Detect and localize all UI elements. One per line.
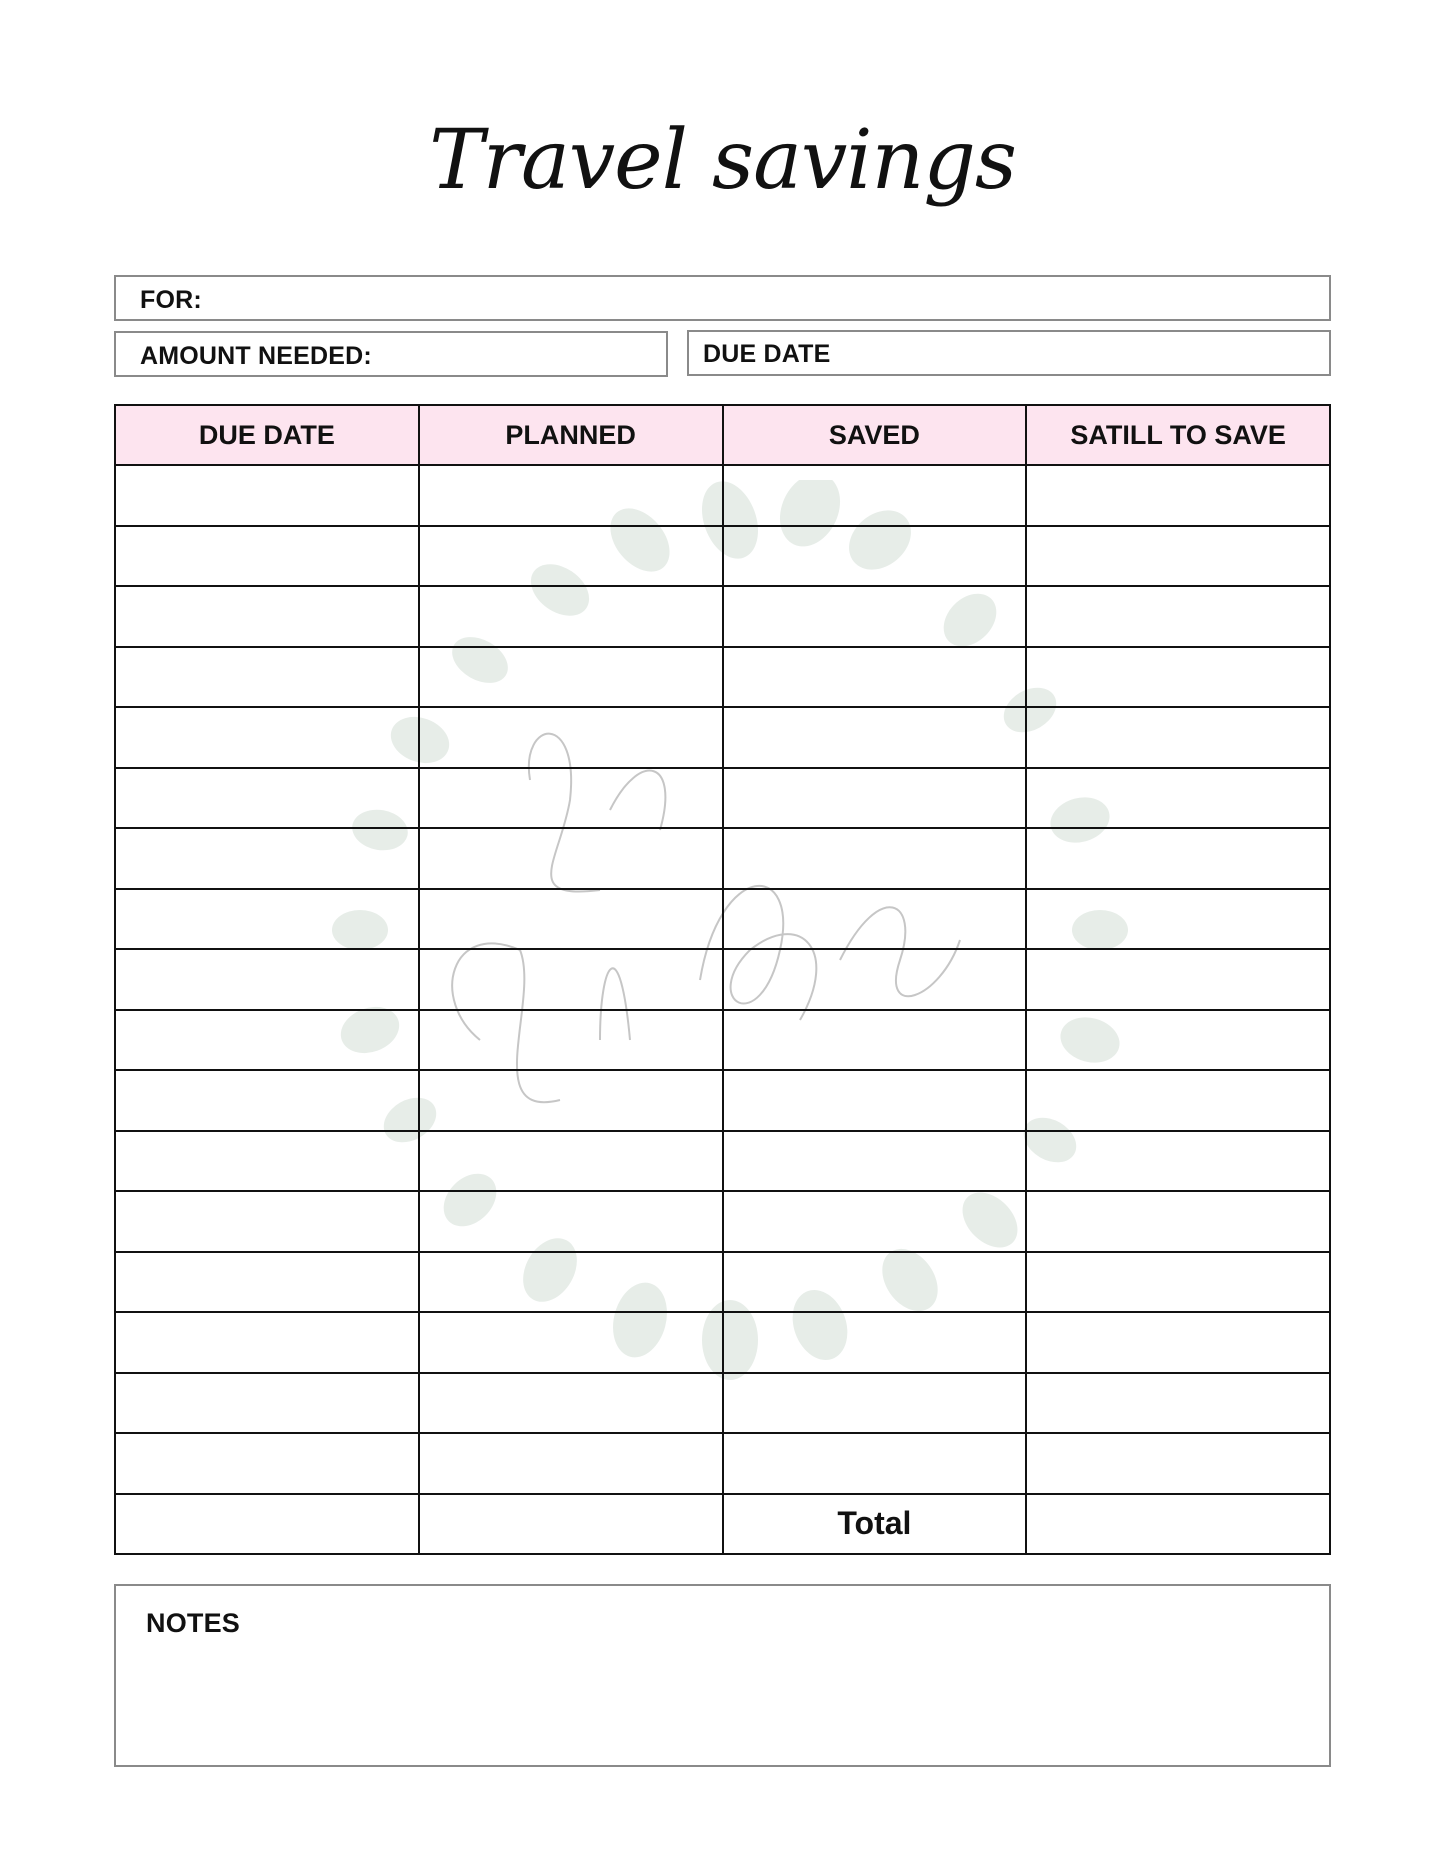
cell-saved[interactable] (723, 889, 1027, 950)
cell-saved[interactable] (723, 1191, 1027, 1252)
cell-due-date[interactable] (115, 586, 419, 647)
cell-saved[interactable] (723, 1373, 1027, 1434)
due-date-field[interactable] (687, 330, 1331, 376)
cell-due-date[interactable] (115, 828, 419, 889)
table-row (115, 889, 1330, 950)
cell-planned[interactable] (419, 1070, 723, 1131)
cell-planned[interactable] (419, 1131, 723, 1192)
cell-still-to-save[interactable] (1026, 1252, 1330, 1313)
total-row (115, 1494, 1330, 1555)
for-label: FOR: (140, 286, 202, 314)
cell-still-to-save[interactable] (1026, 1312, 1330, 1373)
cell-due-date[interactable] (115, 1131, 419, 1192)
table-row (115, 949, 1330, 1010)
cell-saved[interactable] (723, 707, 1027, 768)
cell-planned[interactable] (419, 647, 723, 708)
cell-due-date[interactable] (115, 647, 419, 708)
cell-still-to-save[interactable] (1026, 465, 1330, 526)
cell-planned[interactable] (419, 1312, 723, 1373)
cell-planned[interactable] (419, 768, 723, 829)
cell-still-to-save[interactable] (1026, 647, 1330, 708)
table-header-row (115, 405, 1330, 465)
cell-still-to-save[interactable] (1026, 1131, 1330, 1192)
cell-saved[interactable] (723, 647, 1027, 708)
cell-still-to-save[interactable] (1026, 1373, 1330, 1434)
cell-still-to-save[interactable] (1026, 1433, 1330, 1494)
cell-saved[interactable] (723, 526, 1027, 587)
cell-planned[interactable] (419, 586, 723, 647)
cell-saved[interactable] (723, 465, 1027, 526)
cell-due-date[interactable] (115, 768, 419, 829)
cell-still-to-save[interactable] (1026, 889, 1330, 950)
column-header-saved: SAVED (723, 405, 1027, 465)
cell-saved[interactable] (723, 1433, 1027, 1494)
cell-still-to-save[interactable] (1026, 949, 1330, 1010)
cell-planned[interactable] (419, 1252, 723, 1313)
table-row (115, 526, 1330, 587)
table-row (115, 1433, 1330, 1494)
cell-total-planned[interactable] (419, 1494, 723, 1555)
table-row (115, 828, 1330, 889)
cell-still-to-save[interactable] (1026, 768, 1330, 829)
cell-saved[interactable] (723, 1312, 1027, 1373)
cell-planned[interactable] (419, 526, 723, 587)
table-row (115, 707, 1330, 768)
table-row (115, 586, 1330, 647)
cell-saved[interactable] (723, 1252, 1027, 1313)
cell-saved[interactable] (723, 1010, 1027, 1071)
cell-saved[interactable] (723, 586, 1027, 647)
savings-table (114, 404, 1331, 1555)
cell-due-date[interactable] (115, 465, 419, 526)
cell-due-date[interactable] (115, 1312, 419, 1373)
column-header-planned: PLANNED (419, 405, 723, 465)
table-row (115, 768, 1330, 829)
total-label: Total (723, 1494, 1027, 1555)
cell-still-to-save[interactable] (1026, 1070, 1330, 1131)
column-header-still-to-save: SATILL TO SAVE (1026, 405, 1330, 465)
amount-needed-label: AMOUNT NEEDED: (140, 342, 372, 370)
cell-due-date[interactable] (115, 526, 419, 587)
cell-planned[interactable] (419, 1373, 723, 1434)
table-row (115, 647, 1330, 708)
cell-still-to-save[interactable] (1026, 1010, 1330, 1071)
cell-due-date[interactable] (115, 1433, 419, 1494)
table-row (115, 1070, 1330, 1131)
cell-due-date[interactable] (115, 1191, 419, 1252)
cell-due-date[interactable] (115, 949, 419, 1010)
cell-total-due-date[interactable] (115, 1494, 419, 1555)
cell-still-to-save[interactable] (1026, 828, 1330, 889)
notes-box[interactable] (114, 1584, 1331, 1767)
cell-planned[interactable] (419, 707, 723, 768)
cell-due-date[interactable] (115, 707, 419, 768)
notes-label: NOTES (146, 1608, 241, 1638)
table-row (115, 1191, 1330, 1252)
cell-planned[interactable] (419, 465, 723, 526)
cell-saved[interactable] (723, 828, 1027, 889)
cell-still-to-save[interactable] (1026, 586, 1330, 647)
table-row (115, 1131, 1330, 1192)
cell-planned[interactable] (419, 1010, 723, 1071)
table-row (115, 465, 1330, 526)
cell-still-to-save[interactable] (1026, 526, 1330, 587)
amount-needed-field[interactable] (114, 331, 668, 377)
table-row (115, 1373, 1330, 1434)
cell-due-date[interactable] (115, 1010, 419, 1071)
cell-due-date[interactable] (115, 1070, 419, 1131)
cell-planned[interactable] (419, 828, 723, 889)
cell-total-still-to-save[interactable] (1026, 1494, 1330, 1555)
table-row (115, 1252, 1330, 1313)
table-row (115, 1312, 1330, 1373)
cell-still-to-save[interactable] (1026, 707, 1330, 768)
cell-planned[interactable] (419, 1191, 723, 1252)
column-header-due-date: DUE DATE (115, 405, 419, 465)
due-date-label: DUE DATE (703, 340, 831, 368)
table-row (115, 1010, 1330, 1071)
page-title: Travel savings (429, 113, 1016, 208)
cell-planned[interactable] (419, 949, 723, 1010)
for-field[interactable] (114, 275, 1331, 321)
cell-saved[interactable] (723, 1131, 1027, 1192)
cell-due-date[interactable] (115, 1252, 419, 1313)
cell-due-date[interactable] (115, 1373, 419, 1434)
cell-still-to-save[interactable] (1026, 1191, 1330, 1252)
cell-saved[interactable] (723, 768, 1027, 829)
cell-planned[interactable] (419, 1433, 723, 1494)
cell-saved[interactable] (723, 949, 1027, 1010)
cell-planned[interactable] (419, 889, 723, 950)
cell-saved[interactable] (723, 1070, 1027, 1131)
cell-due-date[interactable] (115, 889, 419, 950)
